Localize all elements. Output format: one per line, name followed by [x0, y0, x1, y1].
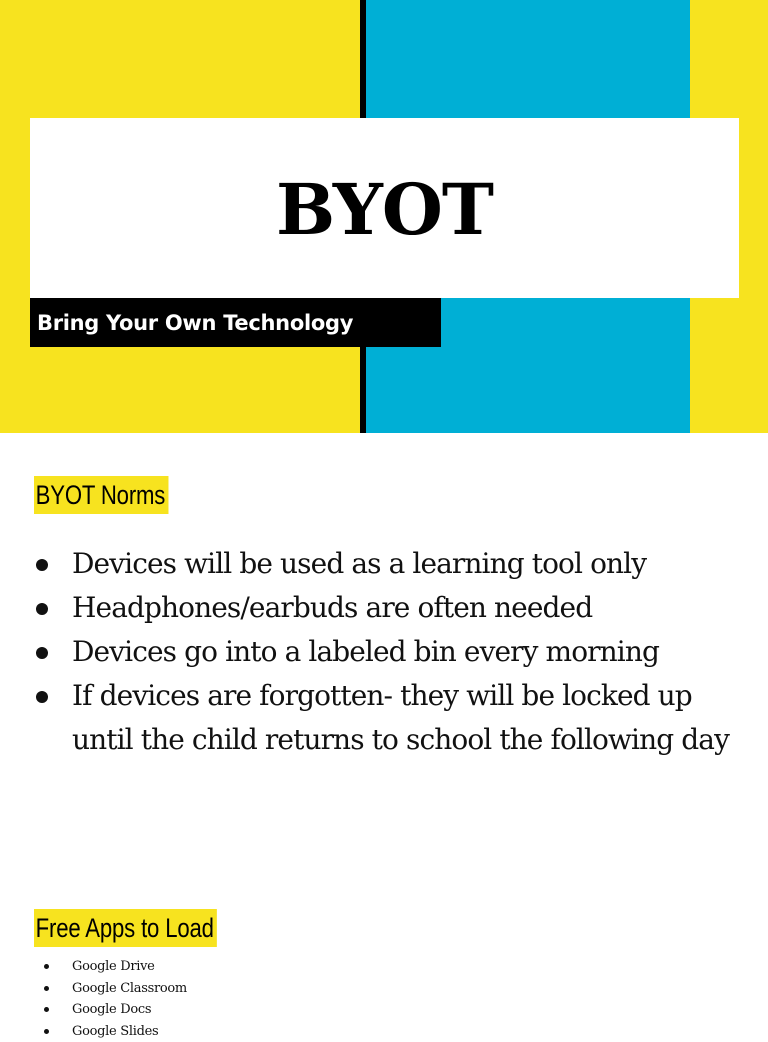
bullet-icon — [36, 691, 48, 703]
apps-heading: Free Apps to Load — [34, 909, 217, 947]
page-subtitle: Bring Your Own Technology — [30, 311, 353, 335]
norms-heading: BYOT Norms — [34, 476, 169, 514]
apps-list-item — [34, 999, 187, 1021]
norms-list-item — [34, 674, 734, 762]
norms-list — [34, 542, 734, 762]
header-banner — [0, 0, 768, 433]
page-title: BYOT — [276, 168, 493, 251]
bullet-icon — [44, 1029, 49, 1034]
norms-list-item — [34, 542, 734, 586]
bullet-icon — [36, 647, 48, 659]
subtitle-bar — [30, 298, 441, 347]
apps-item-text: Google Classroom — [72, 981, 187, 996]
apps-item-text: Google Slides — [72, 1024, 158, 1039]
bullet-icon — [36, 603, 48, 615]
norms-item-text: If devices are forgotten- they will be locked up until the child returns to school the following day — [72, 679, 729, 756]
apps-list-item — [34, 978, 187, 1000]
bullet-icon — [44, 1007, 49, 1012]
bullet-icon — [44, 964, 49, 969]
apps-item-text: Google Drive — [72, 959, 155, 974]
norms-item-text: Headphones/earbuds are often needed — [72, 591, 592, 624]
apps-list-item — [34, 956, 187, 978]
norms-list-item — [34, 630, 734, 674]
norms-item-text: Devices will be used as a learning tool only — [72, 547, 646, 580]
apps-list — [34, 956, 187, 1042]
norms-item-text: Devices go into a labeled bin every morning — [72, 635, 659, 668]
apps-item-text: Google Docs — [72, 1002, 151, 1017]
bullet-icon — [44, 986, 49, 991]
bullet-icon — [36, 559, 48, 571]
norms-list-item — [34, 586, 734, 630]
title-card — [30, 118, 739, 298]
